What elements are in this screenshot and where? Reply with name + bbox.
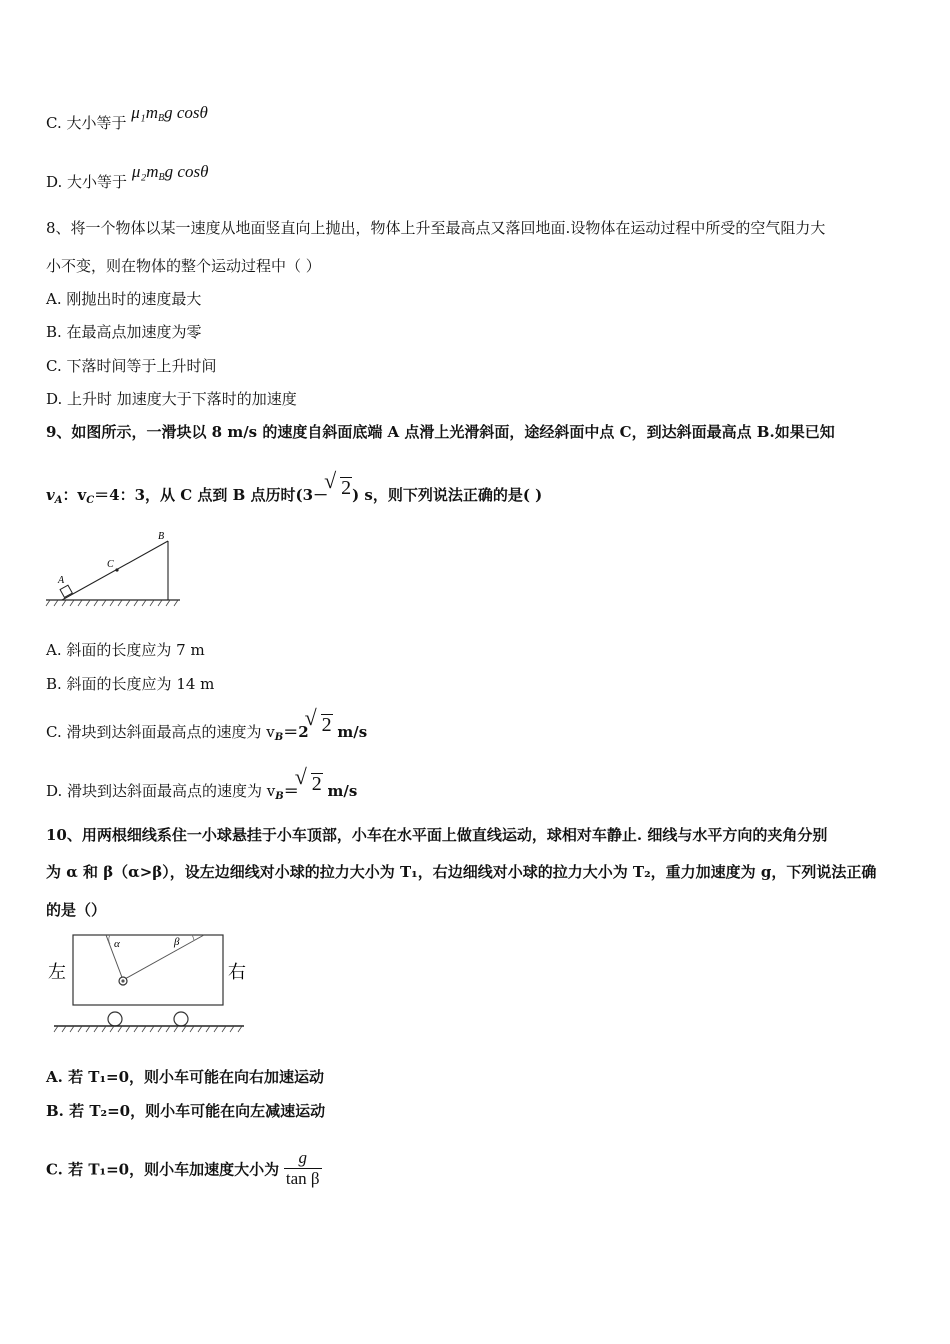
q10-label-left: 左 xyxy=(48,962,66,983)
q9-option-a: A. 斜面的长度应为 7 m xyxy=(46,641,205,659)
q10-option-c: C. 若 T₁=0，则小车加速度大小为 $\frac{g}{\text{tan β}}$ xyxy=(46,1148,320,1188)
q9-option-b: B. 斜面的长度应为 14 m xyxy=(46,675,215,693)
q10-stem-line1: 10、用两根细线系住一小球悬挂于小车顶部，小车在水平面上做直线运动，球相对车静止. 细线与水平方向的夹角分别 xyxy=(46,826,828,844)
q10-option-c-fraction: $\frac{g}{\text{tan β}}$ xyxy=(285,1148,320,1188)
q9-label-b: B xyxy=(158,531,165,542)
q8-stem-line1: 8、将一个物体以某一速度从地面竖直向上抛出，物体上升至最高点又落回地面.设物体在运动过程中所受的空气阻力大 xyxy=(46,219,826,237)
q9-label-c: C xyxy=(107,559,114,570)
q8-option-b: B. 在最高点加速度为零 xyxy=(46,323,202,341)
q9-stem-line2: $v_A$：$v_C=4$：3，从 C 点到 B 点历时(3－√ 2) s，则下列说法正确的是( ) xyxy=(46,483,542,511)
q9-option-d: D. 滑块到达斜面最高点的速度为 $v_B=√$ 2 m/s xyxy=(46,779,357,807)
q8-option-c: C. 下落时间等于上升时间 xyxy=(46,357,217,375)
q7-option-c-formula: $\mu_1m_Bg$ cosθ xyxy=(131,103,208,124)
q8-stem-line2: 小不变，则在物体的整个运动过程中（ ） xyxy=(46,257,321,275)
q7-option-d xyxy=(46,162,209,198)
q10-cart-figure xyxy=(44,930,254,1036)
q10-option-a: A. 若 T₁=0，则小车可能在向右加速运动 xyxy=(46,1068,325,1086)
q10-label-alpha: α xyxy=(114,938,120,950)
q7-option-d-formula: $\mu_2m_Bg$ cosθ xyxy=(131,162,209,183)
q8-option-a: A. 刚抛出时的速度最大 xyxy=(46,290,202,308)
q9-stem-line1: 9、如图所示，一滑块以 8 m/s 的速度自斜面底端 A 点滑上光滑斜面，途经斜面中点 C，到达斜面最高点 B.如果已知 xyxy=(46,423,835,441)
q7-option-c xyxy=(46,103,208,139)
q7-option-d-text: D. 大小等于 xyxy=(46,173,128,191)
q10-stem-line3: 的是（） xyxy=(46,901,107,919)
q7-option-c-text: C. 大小等于 xyxy=(46,114,127,132)
q10-label-right: 右 xyxy=(228,962,246,983)
q10-stem-line2: 为 α 和 β（α>β），设左边细线对小球的拉力大小为 T₁，右边细线对小球的拉力大小为 T₂，重力加速度为 g，下列说法正确 xyxy=(46,863,877,881)
q10-label-beta: β xyxy=(174,936,180,948)
q9-label-a: A xyxy=(58,575,65,586)
q9-incline-figure xyxy=(44,525,184,610)
q8-option-d: D. 上升时 加速度大于下落时的加速度 xyxy=(46,390,297,408)
q10-option-b: B. 若 T₂=0，则小车可能在向左减速运动 xyxy=(46,1102,326,1120)
q9-option-c: C. 滑块到达斜面最高点的速度为 $v_B=2√$ 2 m/s xyxy=(46,720,367,748)
